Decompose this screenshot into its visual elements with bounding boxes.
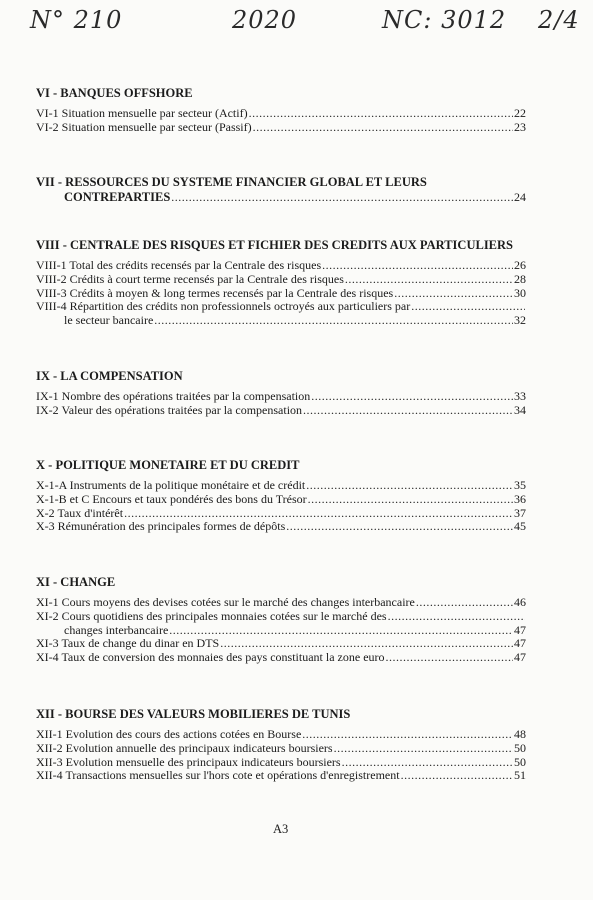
toc-entry-page: 26 [514,258,526,272]
handwritten-nc: NC: 3012 [382,6,507,34]
toc-entry-page: 23 [514,119,526,134]
toc-dots [311,390,513,404]
toc-entry-text: XI-3 Taux de change du dinar en DTS [36,636,220,651]
toc-dots [220,637,513,651]
toc-dots [286,520,513,534]
section-title: VI - BANQUES OFFSHORE [36,86,193,100]
toc-dots [401,769,513,783]
toc-dots [154,314,513,328]
toc-entry-text: XII-2 Evolution annuelle des principaux indicateurs boursiers [36,740,333,755]
toc-entry-page: 22 [514,106,526,120]
toc-entry [36,479,526,493]
toc-dots [416,596,513,610]
toc-entry-cont-text: changes interbancaire [64,622,169,637]
toc-dots [394,287,513,301]
toc-entry-text: VIII-2 Crédits à court terme recensés par la Centrale des risques [36,271,344,286]
toc-dots [345,273,513,287]
toc-dots [124,507,513,521]
toc-entry-page: 47 [514,636,526,651]
section-viii [36,238,526,328]
toc-entry-page: 33 [514,389,526,403]
toc-dots [253,121,513,135]
toc-entry-page: 46 [514,595,526,609]
section-title-continuation [36,190,526,205]
toc-entry [36,107,526,121]
toc-dots [303,404,513,418]
toc-entry-text: XII-4 Transactions mensuelles sur l'hors cote et opérations d'enregistrement [36,768,400,783]
toc-dots [342,756,513,770]
handwritten-year: 2020 [232,6,298,34]
toc-entry [36,742,526,756]
toc-entry-page: 30 [514,285,526,300]
page-number: A3 [273,822,289,836]
toc-dots [386,651,513,665]
section-ix [36,369,526,418]
toc-entry-text: VIII-1 Total des crédits recensés par la Centrale des risques [36,258,322,272]
toc-entry [36,610,526,624]
toc-entry-page: 47 [514,650,526,665]
toc-dots [308,493,513,507]
toc-entry-cont-text: le secteur bancaire [64,313,154,328]
toc-entry [36,520,526,534]
toc-entry-continuation [36,314,526,328]
toc-entry [36,404,526,418]
toc-entry-page: 50 [514,754,526,769]
toc-dots [334,742,513,756]
toc-entry [36,756,526,770]
toc-entry-text: VIII-3 Crédits à moyen & long termes recensés par la Centrale des risques [36,285,394,300]
toc-entry-text: VI-1 Situation mensuelle par secteur (Actif) [36,106,248,120]
toc-entry-text: X-1-B et C Encours et taux pondérés des bons du Trésor [36,491,307,506]
section-title: XI - CHANGE [36,575,116,589]
toc-entry-text: XII-3 Evolution mensuelle des principaux indicateurs boursiers [36,754,341,769]
handwritten-number: N° 210 [30,6,123,34]
toc-dots [249,107,513,121]
toc-entry [36,259,526,273]
toc-entry-text: X-3 Rémunération des principales formes de dépôts [36,519,286,534]
toc-entry-text: XI-4 Taux de conversion des monnaies des pays constituant la zone euro [36,650,385,665]
toc-dots [302,728,513,742]
toc-entry-page: 34 [514,402,526,417]
toc-entry-text: VIII-4 Répartition des crédits non professionnels octroyés aux particuliers par [36,299,411,314]
toc-entry-page: 47 [514,622,526,637]
toc-entry [36,300,526,314]
toc-entry-text: X-1-A Instruments de la politique monétaire et de crédit [36,478,306,492]
section-title-cont-text: CONTREPARTIES [64,190,171,204]
section-title-page: 24 [514,190,526,204]
toc-entry [36,121,526,135]
toc-entry-page: 28 [514,271,526,286]
toc-dots [322,259,513,273]
toc-entry-page: 36 [514,491,526,506]
toc-entry-continuation [36,624,526,638]
section-vii [36,175,526,205]
toc-entry [36,507,526,521]
toc-entry-page: 45 [514,519,526,534]
toc-entry [36,493,526,507]
toc-entry [36,769,526,783]
toc-dots [306,479,513,493]
toc-dots [171,190,513,205]
toc-entry-page: 51 [514,768,526,783]
section-title: VIII - CENTRALE DES RISQUES ET FICHIER DES CREDITS AUX PARTICULIERS [36,238,513,252]
toc-entry [36,596,526,610]
toc-entry-text: IX-1 Nombre des opérations traitées par la compensation [36,389,311,403]
toc-entry-page: 37 [514,505,526,520]
toc-entry-text: XI-1 Cours moyens des devises cotées sur le marché des changes interbancaire [36,595,415,609]
toc-entry [36,637,526,651]
section-title: IX - LA COMPENSATION [36,369,183,383]
toc-entry [36,728,526,742]
toc-dots [388,610,525,624]
toc-entry-text: VI-2 Situation mensuelle par secteur (Passif) [36,119,252,134]
section-title: X - POLITIQUE MONETAIRE ET DU CREDIT [36,458,300,472]
toc-entry [36,273,526,287]
section-title: VII - RESSOURCES DU SYSTEME FINANCIER GLOBAL ET LEURS [36,175,427,189]
toc-entry-page: 32 [514,313,526,328]
section-xii [36,707,526,783]
toc-entry-page: 48 [514,727,526,741]
section-x [36,458,526,534]
toc-entry [36,287,526,301]
section-xi [36,575,526,665]
toc-dots [169,624,513,638]
section-vi [36,86,526,135]
toc-entry [36,651,526,665]
toc-entry-page: 35 [514,478,526,492]
toc-entry [36,390,526,404]
toc-dots [411,300,525,314]
toc-entry-text: XII-1 Evolution des cours des actions cotées en Bourse [36,727,302,741]
toc-entry-text: X-2 Taux d'intérêt [36,505,124,520]
section-title: XII - BOURSE DES VALEURS MOBILIERES DE TUNIS [36,707,351,721]
handwritten-page: 2/4 [538,6,580,34]
toc-entry-text: XI-2 Cours quotidiens des principales monnaies cotées sur le marché des [36,608,387,623]
toc-entry-page: 50 [514,740,526,755]
toc-entry-text: IX-2 Valeur des opérations traitées par la compensation [36,402,303,417]
